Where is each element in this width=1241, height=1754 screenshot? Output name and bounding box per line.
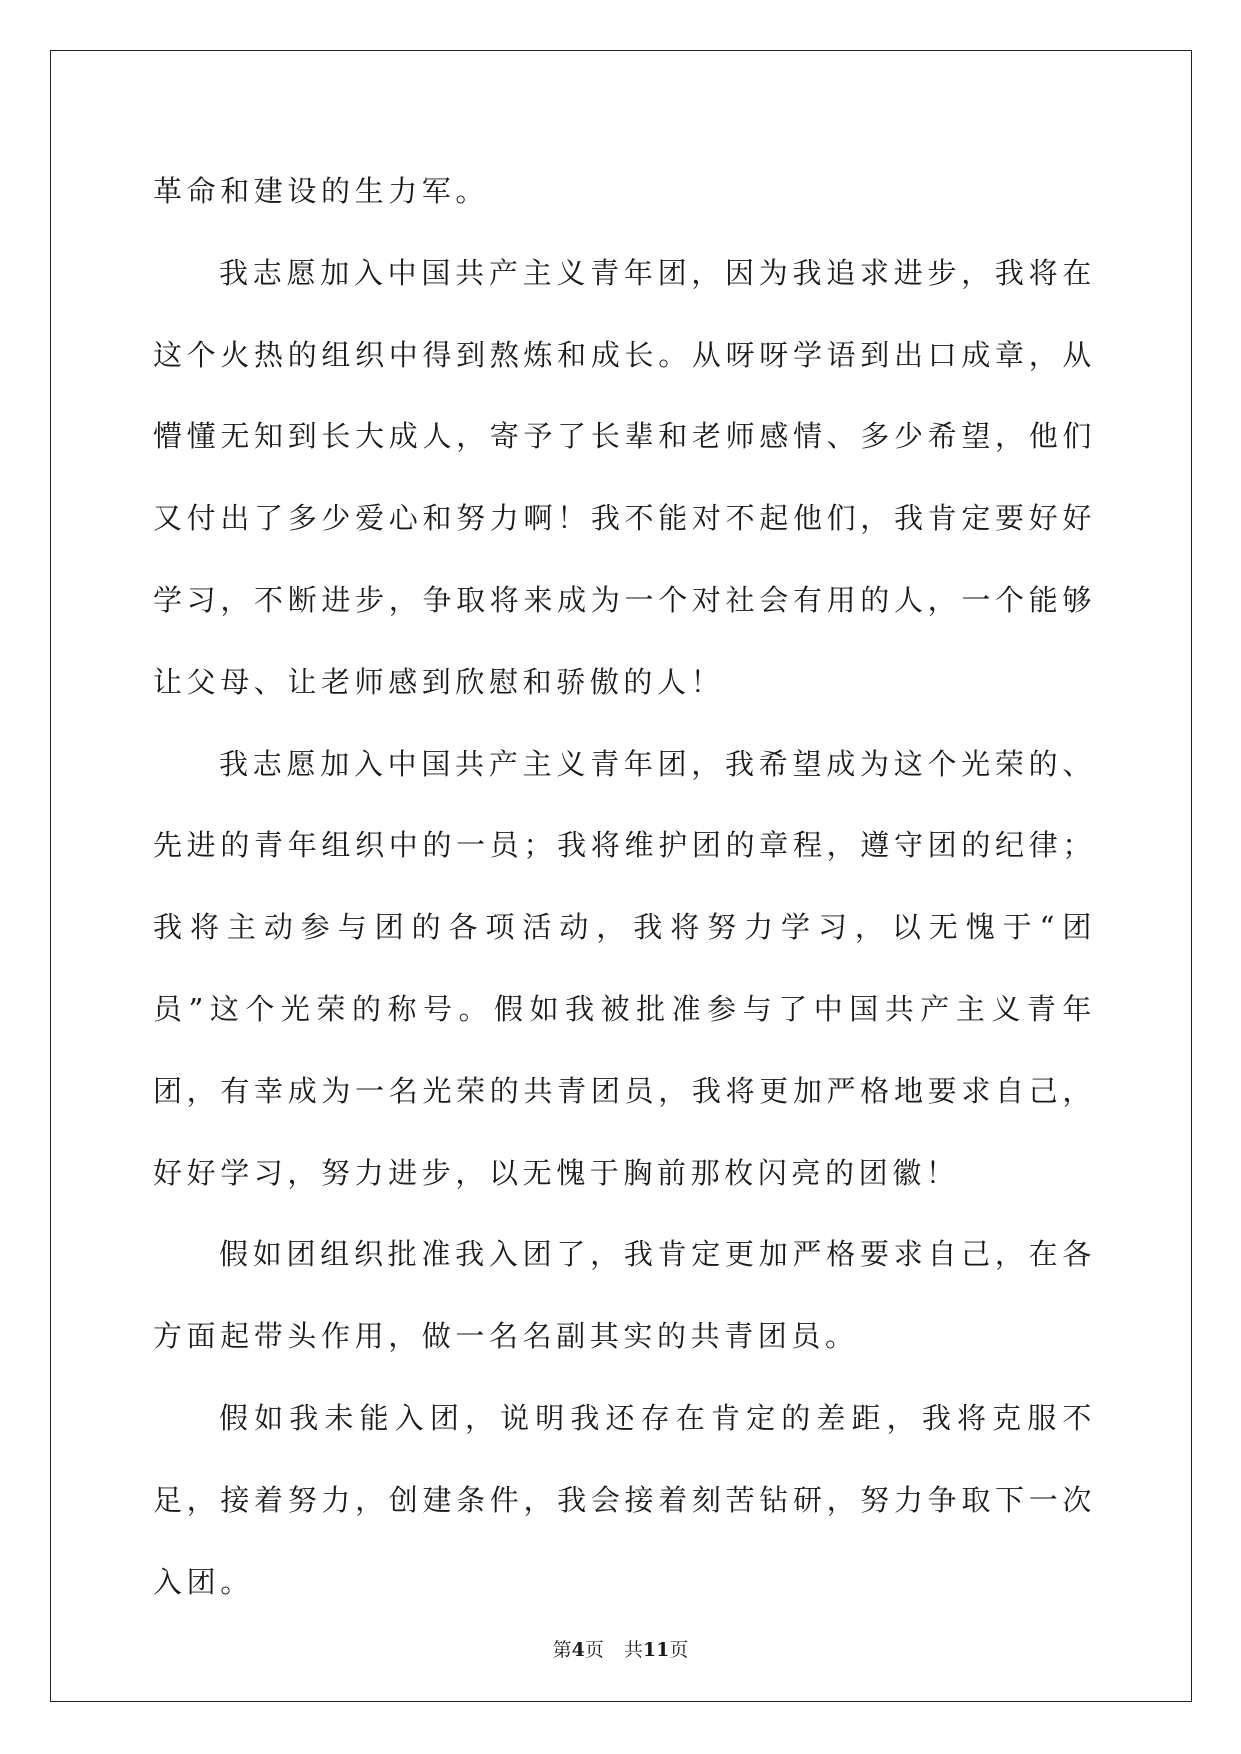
- paragraph: 革命和建设的生力军。: [153, 174, 490, 208]
- total-prefix: 共: [623, 1639, 643, 1661]
- document-body: [153, 151, 1096, 1623]
- page-number: 4: [571, 1639, 585, 1661]
- paragraph: 假如我未能入团，说明我还存在肯定的差距，我将克服不足，接着努力，创建条件，我会接着刻苦钻研，努力争取下一次入团。: [153, 1400, 1096, 1599]
- page-footer: [0, 1635, 1241, 1662]
- paragraph: 我志愿加入中国共产主义青年团，因为我追求进步，我将在这个火热的组织中得到熬炼和成长。从呀呀学语到出口成章，从懵懂无知到长大成人，寄予了长辈和老师感情、多少希望，他们又付出了多少爱心和努力啊！我不能对不起他们，我肯定要好好学习，不断进步，争取将来成为一个对社会有用的人，一个能够让父母、让老师感到欣慰和骄傲的人！: [153, 255, 1096, 699]
- page-prefix: 第: [552, 1639, 572, 1661]
- total-suffix: 页: [669, 1639, 689, 1661]
- total-pages: 11: [642, 1639, 670, 1661]
- paragraph: 假如团组织批准我入团了，我肯定更加严格要求自己，在各方面起带头作用，做一名名副其实的共青团员。: [153, 1237, 1096, 1354]
- paragraph: 我志愿加入中国共产主义青年团，我希望成为这个光荣的、先进的青年组织中的一员；我将维护团的章程，遵守团的纪律；我将主动参与团的各项活动，我将努力学习，以无愧于“团员”这个光荣的称号。假如我被批准参与了中国共产主义青年团，有幸成为一名光荣的共青团员，我将更加严格地要求自己，好好学习，努力进步，以无愧于胸前那枚闪亮的团徽！: [153, 746, 1096, 1190]
- page-suffix: 页: [584, 1639, 604, 1661]
